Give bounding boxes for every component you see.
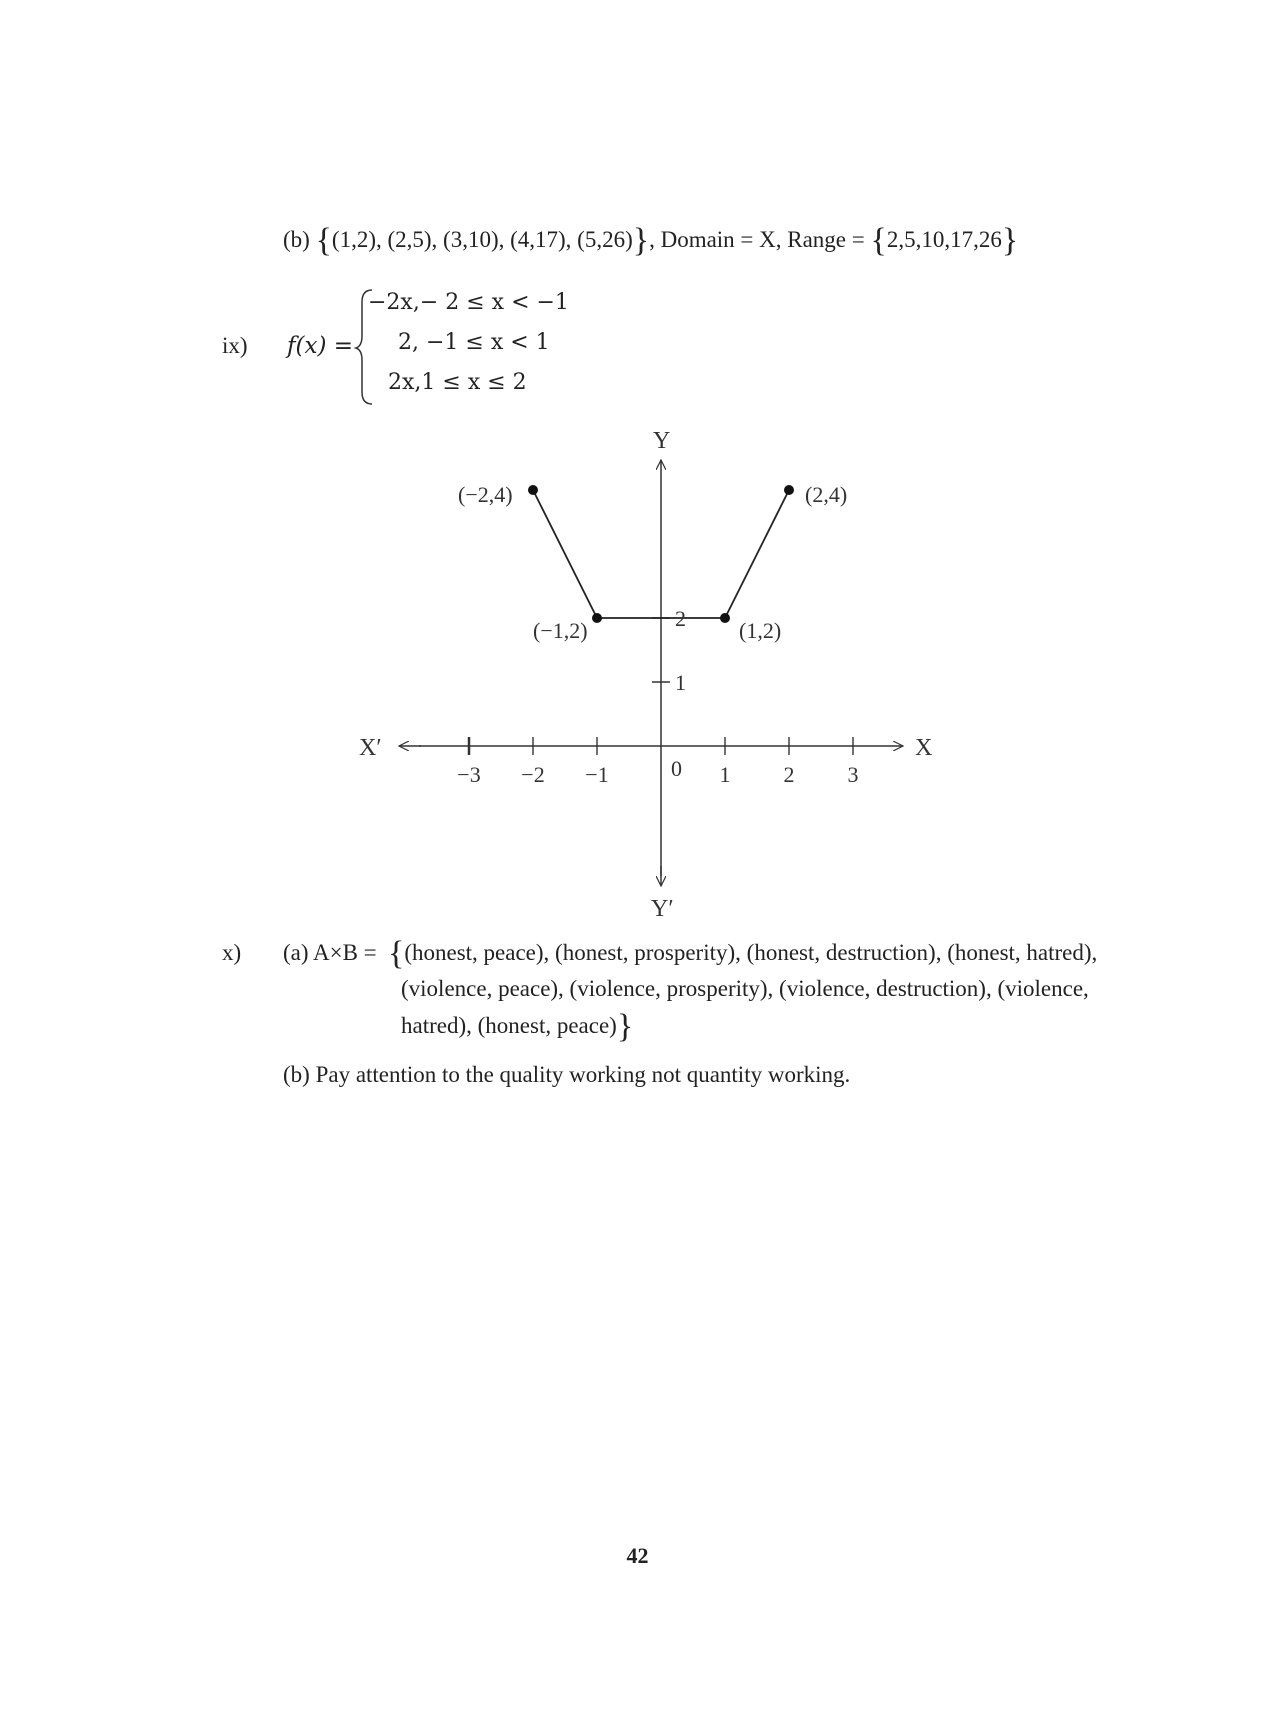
product-line-2: (violence, peace), (violence, prosperity), (violence, destruction), (violence, xyxy=(401,976,1089,1001)
set-brace-open: { xyxy=(315,222,332,259)
product-line-1 xyxy=(388,935,1098,972)
data-point xyxy=(720,613,730,623)
item-ix-label: ix) xyxy=(222,333,248,358)
range-values: 2,5,10,17,26 xyxy=(886,227,1002,252)
function-name: f(x) = xyxy=(287,333,354,359)
y-tick-label: 1 xyxy=(675,670,686,695)
case-1: −2x,− 2 ≤ x < −1 xyxy=(368,290,569,315)
product-text-1: (honest, peace), (honest, prosperity), (honest, destruction), (honest, hatred), xyxy=(404,940,1098,965)
axis-label-x-neg: X′ xyxy=(359,735,382,761)
data-point xyxy=(592,613,602,623)
axis-label-y-neg: Y′ xyxy=(651,896,674,922)
x-tick-label: −2 xyxy=(521,762,545,787)
range-brace-open: { xyxy=(870,222,887,259)
product-line-3 xyxy=(401,1008,634,1045)
item-x-part-b: (b) Pay attention to the quality working not quantity working. xyxy=(283,1062,851,1087)
data-point xyxy=(528,485,538,495)
product-text-3: hatred), (honest, peace) xyxy=(401,1013,617,1038)
cartesian-product-label: (a) A×B = xyxy=(283,940,377,965)
point-label: (1,2) xyxy=(739,618,782,643)
point-label: (−1,2) xyxy=(533,618,588,643)
case-3: 2x,1 ≤ x ≤ 2 xyxy=(388,370,527,395)
item-x-label: x) xyxy=(222,940,242,965)
x-tick-label: 2 xyxy=(783,762,795,787)
part-b-line xyxy=(283,222,1019,259)
set-brace-close: } xyxy=(632,222,650,259)
relation-set: (1,2), (2,5), (3,10), (4,17), (5,26) xyxy=(331,227,633,252)
axis-label-y: Y xyxy=(653,428,671,454)
page-number: 42 xyxy=(626,1543,649,1568)
origin-label: 0 xyxy=(671,756,682,781)
part-b-label: (b) xyxy=(283,227,310,252)
x-tick-label: −1 xyxy=(585,762,609,787)
product-brace-close: } xyxy=(616,1008,634,1045)
x-tick-label: 1 xyxy=(719,762,731,787)
function-graph xyxy=(0,420,1275,922)
axis-label-x: X xyxy=(915,735,933,761)
domain-text: , Domain = X, Range = xyxy=(649,227,871,252)
point-label: (−2,4) xyxy=(458,482,513,507)
product-brace-open: { xyxy=(388,935,405,972)
x-tick-label: −3 xyxy=(457,762,481,787)
case-2: 2, −1 ≤ x < 1 xyxy=(398,330,550,355)
y-tick-label: 2 xyxy=(675,606,686,631)
point-label: (2,4) xyxy=(805,482,848,507)
data-point xyxy=(784,485,794,495)
x-tick-label: 3 xyxy=(847,762,859,787)
range-brace-close: } xyxy=(1001,222,1019,259)
